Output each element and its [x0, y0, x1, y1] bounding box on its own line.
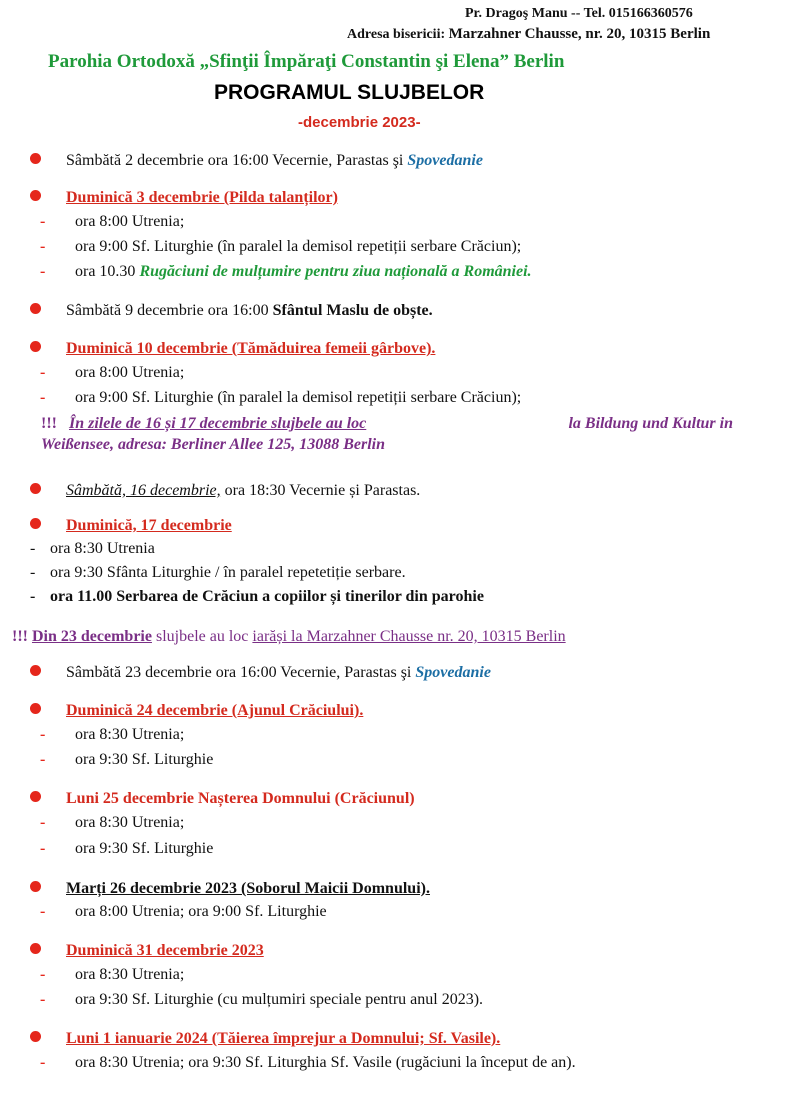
dash-icon: -: [40, 991, 46, 1008]
parish-title: Parohia Ortodoxă „Sfinţii Împăraţi Constantin şi Elena” Berlin: [48, 51, 565, 72]
event-item: ora 8:00 Utrenia;: [75, 364, 185, 381]
address-label: Adresa bisericii:: [347, 27, 449, 42]
notice-date-underlined: Din 23 decembrie: [31, 628, 152, 645]
event-text: Sâmbătă 9 decembrie ora 16:00: [66, 302, 273, 319]
dash-icon: -: [40, 726, 46, 743]
bullet-icon: [30, 518, 41, 529]
bullet-icon: [30, 1031, 41, 1042]
event-item: ora 8:30 Utrenia;: [75, 726, 185, 743]
dash-icon: -: [40, 840, 46, 857]
program-title: PROGRAMUL SLUJBELOR: [214, 81, 485, 104]
event-item: ora 9:00 Sf. Liturghie (în paralel la demisol repetiții serbare Crăciun);: [75, 389, 522, 406]
dash-icon: -: [30, 564, 36, 581]
bullet-icon: [30, 303, 41, 314]
dash-icon: -: [40, 966, 46, 983]
exclamation-mark: !!!: [12, 628, 28, 645]
dash-icon: -: [40, 238, 46, 255]
event-item: ora 9:00 Sf. Liturghie (în paralel la demisol repetiții serbare Crăciun);: [75, 238, 522, 255]
dash-icon: -: [40, 263, 46, 280]
dash-icon: -: [40, 751, 46, 768]
bullet-icon: [30, 703, 41, 714]
priest-contact: Pr. Dragoş Manu -- Tel. 015166360576: [465, 6, 693, 21]
event-item-time: ora 10.30: [75, 263, 140, 280]
church-address: [347, 26, 710, 43]
notice-line-1: [41, 415, 733, 433]
event-item: ora 8:00 Utrenia;: [75, 213, 185, 230]
dash-icon: -: [40, 213, 46, 230]
event-item: ora 9:30 Sf. Liturghie: [75, 840, 214, 857]
bullet-icon: [30, 665, 41, 676]
event-dec-23: [66, 664, 491, 682]
notice-rest: la Bildung und Kultur in: [568, 415, 733, 432]
event-item: ora 8:30 Utrenia: [50, 540, 155, 557]
event-dec-3-title: Duminică 3 decembrie (Pilda talanților): [66, 189, 338, 206]
location-notice-1: [41, 415, 733, 454]
notice-underlined: În zilele de 16 și 17 decembrie slujbele au loc: [68, 415, 367, 432]
spovedanie-highlight: Spovedanie: [415, 664, 491, 681]
event-dec-9: [66, 302, 433, 320]
spovedanie-highlight: Spovedanie: [407, 152, 483, 169]
dash-icon: -: [30, 540, 36, 557]
notice-line-2: Weißensee, adresa: Berliner Allee 125, 13088 Berlin: [41, 436, 385, 453]
national-day-highlight: Rugăciuni de mulțumire pentru ziua națională a României.: [139, 263, 532, 280]
event-item: ora 9:30 Sf. Liturghie (cu mulțumiri speciale pentru anul 2023).: [75, 991, 484, 1008]
exclamation-mark: !!!: [41, 415, 57, 432]
event-item: ora 8:30 Utrenia;: [75, 966, 185, 983]
event-text: Sâmbătă 2 decembrie ora 16:00 Vecernie, Parastas şi: [66, 152, 408, 169]
event-item: [75, 263, 532, 281]
month-subtitle: -decembrie 2023-: [298, 114, 421, 131]
event-dec-2: [66, 152, 483, 170]
bullet-icon: [30, 791, 41, 802]
dash-icon: -: [40, 1054, 46, 1071]
dash-icon: -: [40, 903, 46, 920]
event-dec-24-title: Duminică 24 decembrie (Ajunul Crăciului).: [66, 702, 364, 719]
bullet-icon: [30, 341, 41, 352]
event-item: ora 9:30 Sfânta Liturghie / în paralel repetetiție serbare.: [50, 564, 406, 581]
dash-icon: -: [40, 814, 46, 831]
dash-icon: -: [40, 364, 46, 381]
event-item: ora 9:30 Sf. Liturghie: [75, 751, 214, 768]
event-dec-31-title: Duminică 31 decembrie 2023: [66, 942, 264, 959]
event-item: ora 8:00 Utrenia; ora 9:00 Sf. Liturghie: [75, 903, 327, 920]
bullet-icon: [30, 483, 41, 494]
event-item-serbare: ora 11.00 Serbarea de Crăciun a copiilor și tinerilor din parohie: [50, 588, 484, 605]
event-text: ora 18:30 Vecernie și Parastas.: [220, 482, 421, 499]
event-dec-16: [66, 482, 420, 500]
event-text: Sâmbătă 23 decembrie ora 16:00 Vecernie, Parastas şi: [66, 664, 416, 681]
dash-icon: -: [30, 588, 36, 605]
location-notice-2: [12, 628, 566, 646]
event-item: ora 8:30 Utrenia; ora 9:30 Sf. Liturghia Sf. Vasile (rugăciuni la început de an).: [75, 1054, 576, 1071]
maslu-highlight: Sfântul Maslu de obște.: [272, 302, 433, 319]
notice-middle: slujbele au loc: [151, 628, 253, 645]
address-value: Marzahner Chausse, nr. 20, 10315 Berlin: [448, 26, 711, 42]
notice-address: iarăși la Marzahner Chausse nr. 20, 10315 Berlin: [252, 628, 566, 645]
event-dec-10-title: Duminică 10 decembrie (Tămăduirea femeii gârbove).: [66, 340, 436, 357]
bullet-icon: [30, 881, 41, 892]
bullet-icon: [30, 153, 41, 164]
bullet-icon: [30, 190, 41, 201]
event-dec-26-title: Marți 26 decembrie 2023 (Soborul Maicii Domnului).: [66, 880, 430, 897]
event-jan-1-title: Luni 1 ianuarie 2024 (Tăierea împrejur a Domnului; Sf. Vasile).: [66, 1030, 501, 1047]
dash-icon: -: [40, 389, 46, 406]
event-date-underlined: Sâmbătă, 16 decembrie,: [66, 482, 221, 499]
event-dec-17-title: Duminică, 17 decembrie: [66, 517, 232, 534]
event-dec-25-title: Luni 25 decembrie Nașterea Domnului (Crăciunul): [66, 790, 415, 807]
bullet-icon: [30, 943, 41, 954]
event-item: ora 8:30 Utrenia;: [75, 814, 185, 831]
